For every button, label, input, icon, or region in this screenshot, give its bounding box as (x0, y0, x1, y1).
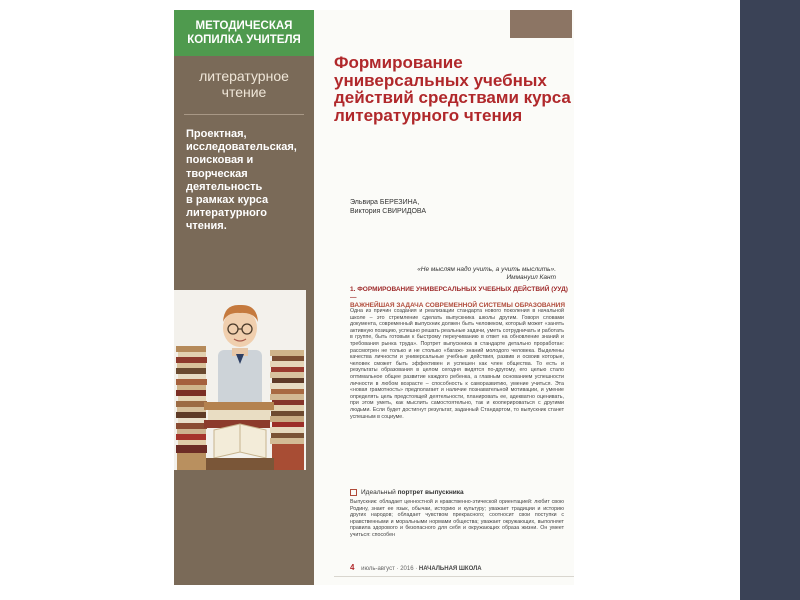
epigraph-text: «Не мыслям надо учить, а учить мыслить». (417, 266, 556, 273)
section-1-subheading: ВАЖНЕЙШАЯ ЗАДАЧА СОВРЕМЕННОЙ СИСТЕМЫ ОБРАЗОВАНИЯ (350, 302, 565, 309)
section-2-heading (350, 489, 564, 497)
article-title: Формирование универсальных учебных действий средствами курса литературного чтения (334, 53, 571, 125)
subject-line-1: литературное (199, 68, 289, 84)
sidebar (174, 10, 314, 585)
section-1-heading (350, 286, 568, 310)
section-2-heading-text: портрет выпускника (397, 489, 464, 497)
topic-line: поисковая и (186, 154, 254, 167)
book-stack-right (270, 350, 304, 470)
square-bullet-icon (350, 489, 357, 496)
author-2: Виктория СВИРИДОВА (350, 208, 427, 215)
rubric-line-2: КОПИЛКА УЧИТЕЛЯ (187, 34, 301, 46)
topics-list (186, 128, 306, 234)
topic-line: литературного (186, 207, 267, 220)
topic-line: творческая (186, 167, 248, 180)
journal-name: НАЧАЛЬНАЯ ШКОЛА (418, 566, 482, 572)
issue-date: июль-август · 2016 · (361, 566, 418, 572)
page-number: 4 (350, 563, 355, 572)
section-2-prefix: Идеальный (361, 489, 396, 497)
sidebar-bottom (174, 510, 314, 585)
slide-side-strip (740, 0, 800, 600)
subject-line-2: чтение (221, 84, 267, 100)
book-stack-left (176, 346, 207, 470)
article-authors (350, 198, 426, 216)
epigraph (374, 266, 556, 282)
page-footer (350, 563, 564, 572)
topic-line: исследовательская, (186, 141, 297, 154)
subject-label (174, 68, 314, 100)
topic-line: в рамках курса (186, 194, 269, 207)
photo-illustration (174, 290, 306, 470)
topic-line: чтения. (186, 220, 227, 233)
boy-figure (218, 305, 262, 410)
topic-line: деятельность (186, 180, 263, 193)
sidebar-divider (184, 114, 304, 115)
section-1-body: Одна из причин создания и реализации стандарта нового поколения в начальной школе – это стремление сделать выпускника школы другим. Говоря словами документа, современный выпускник должен быть человеком, который может «занять активную позицию, успешно решать реальные задачи, уметь сотрудничать и работать в группе, быть готовым к быстрому переучиванию в ответ на обновление знаний и требования рынка труда». Портрет выпускника в стандарте детально проработан: рассмотрен не только и не столько «багаж» знаний молодого человека. Выделены качества личности и универсальные учебные действия, развив и освоив которые, человек сможет быть эффективен и успешен как член общества. То есть и результаты образования в целом сегодня видятся по-другому, его целью стало оптимальное общее развитие каждого ребенка, а главным основанием успешности личности в любом возрасте – способность к саморазвитию, умение учиться. Эта «новая грамотность» предполагает и наличие познавательной мотивации, и умение определять цель предстоящей деятельности, планировать ее, адекватно оценивать, при этом уметь, как мыслить самостоятельно, так и кооперироваться с другими людьми. Если будет достигнут результат, заданный Стандартом, то выпускник станет успешным в социуме. (350, 308, 564, 420)
page-corner-block (510, 10, 572, 38)
topic-line: Проектная, (186, 128, 247, 140)
epigraph-author: Иммануил Кант (506, 274, 556, 281)
rubric-line-1: МЕТОДИЧЕСКАЯ (195, 20, 293, 32)
rubric-banner (174, 10, 314, 56)
magazine-page (174, 10, 574, 585)
section-1-heading-line: 1. ФОРМИРОВАНИЕ УНИВЕРСАЛЬНЫХ УЧЕБНЫХ ДЕЙСТВИЙ (УУД) — (350, 286, 568, 301)
author-1: Эльвира БЕРЕЗИНА, (350, 199, 420, 206)
boy-with-books-photo (174, 290, 306, 470)
section-2-body: Выпускник: обладает ценностной и нравственно-этической ориентацией: любит свою Родину, знает ее язык, обычаи, историю и культуру; уважает традиции и историю других народов; обладает чувством прекрасного; соотносит свои поступки с нравственными и моральными нормами общества; уважает окружающих, выполняет правила здорового и безопасного для себя и окружающих образа жизни. Он умеет учиться: способен (350, 499, 564, 538)
books-front (204, 402, 274, 470)
footer-divider (334, 576, 574, 577)
